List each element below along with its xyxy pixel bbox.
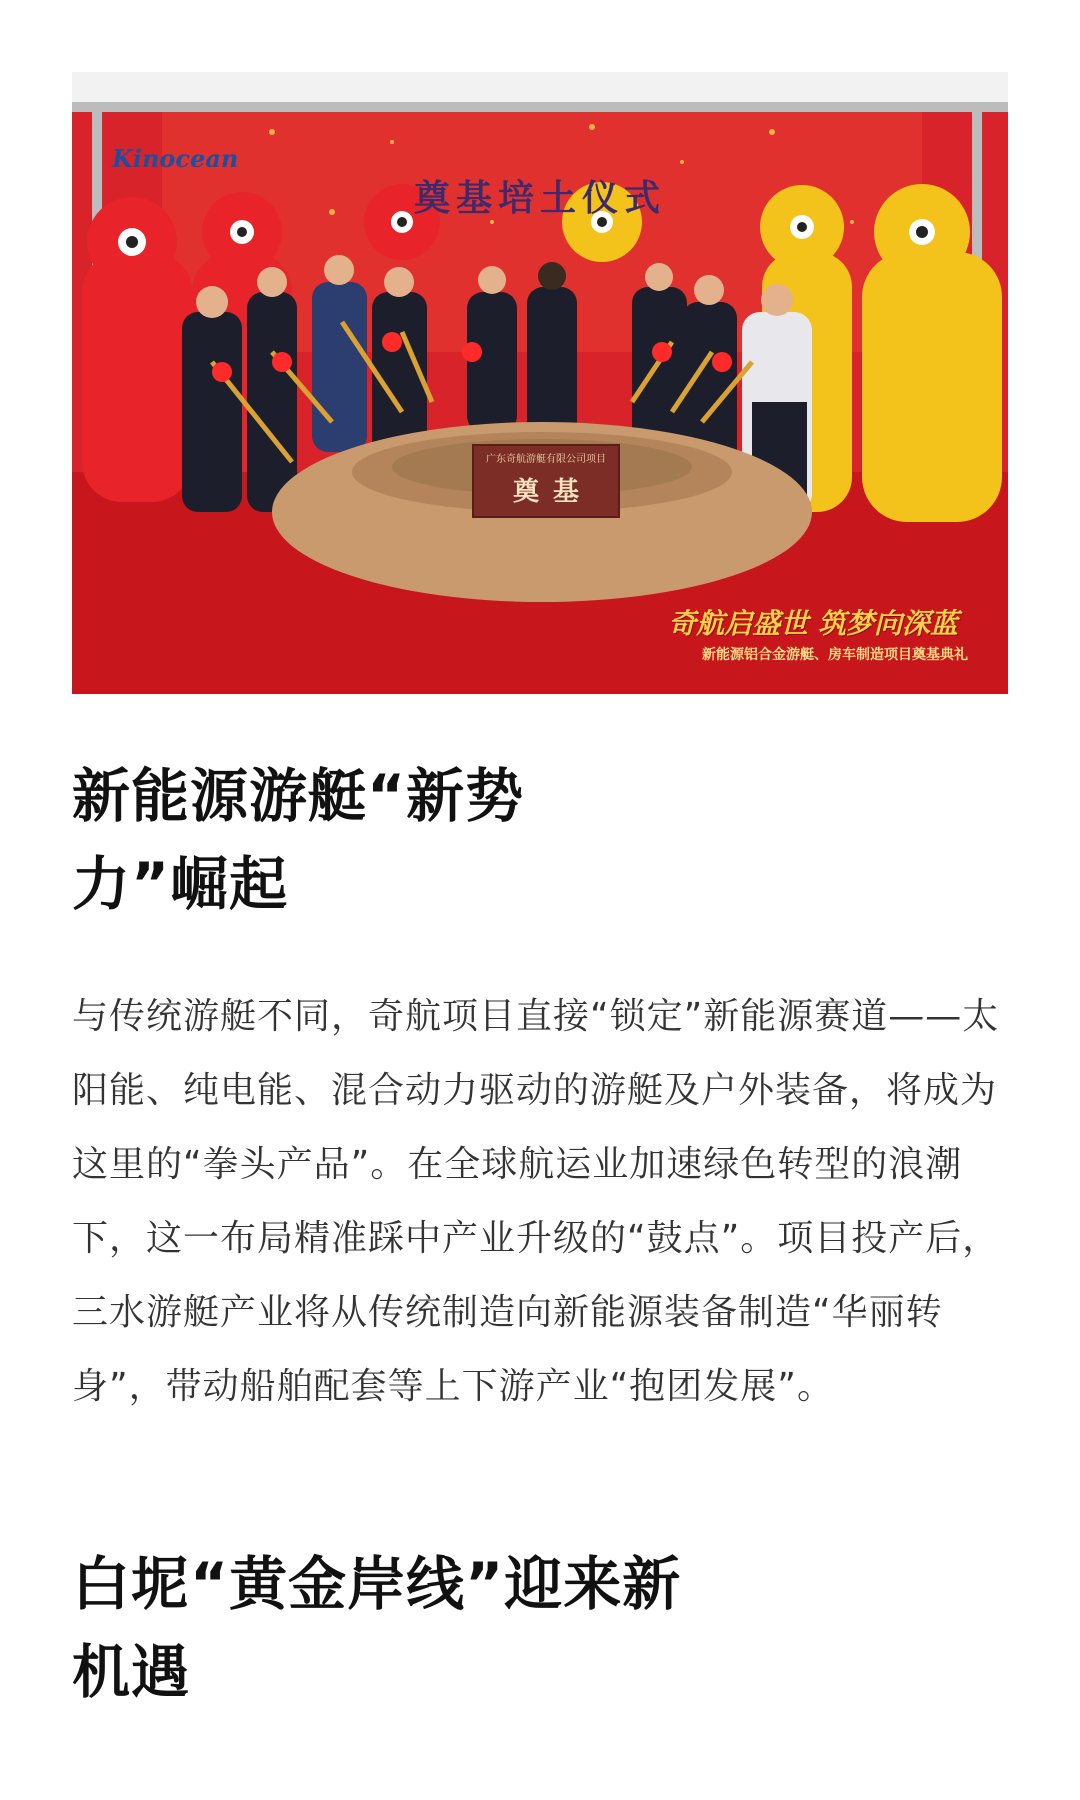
ceremony-photo xyxy=(72,72,1008,694)
foundation-plaque xyxy=(472,444,620,518)
photo-slogan: 奇航启盛世 筑梦向深蓝 xyxy=(668,607,958,640)
banner-title: 奠基培土仪式 xyxy=(413,177,666,219)
section-heading-new-energy: 新能源游艇“新势力”崛起 xyxy=(72,762,525,918)
plaque-company: 广东奇航游艇有限公司项目 xyxy=(486,454,606,465)
photo-caption: 新能源铝合金游艇、房车制造项目奠基典礼 xyxy=(702,647,968,663)
section-heading-golden-coastline: 白坭“黄金岸线”迎来新机遇 xyxy=(72,1550,682,1706)
plaque-title: 奠基 xyxy=(512,477,593,507)
section-paragraph: 与传统游艇不同，奇航项目直接“锁定”新能源赛道——太阳能、纯电能、混合动力驱动的游艇及户外装备，将成为这里的“拳头产品”。在全球航运业加速绿色转型的浪潮下，这一布局精准踩中产业升级的“鼓点”。项目投产后，三水游艇产业将从传统制造向新能源装备制造“华丽转身”，带动船舶配套等上下游产业“抱团发展”。 xyxy=(72,996,1000,1407)
brand-logo: Kinocean xyxy=(112,144,239,173)
